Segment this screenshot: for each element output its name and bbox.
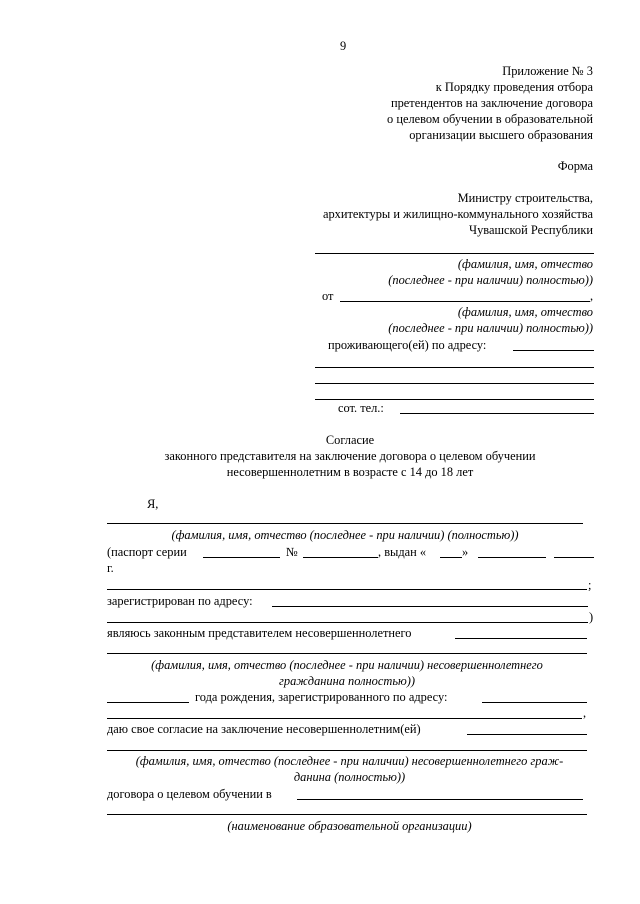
address-label: проживающего(ей) по адресу: <box>328 338 487 352</box>
contract-label: договора о целевом обучении в <box>107 787 272 801</box>
issued-by-field[interactable] <box>107 589 587 590</box>
passport-no-label: № <box>286 545 298 559</box>
addressee-line-3: Чувашской Республики <box>469 223 593 237</box>
minor-address-field-1[interactable] <box>482 702 587 703</box>
comma: , <box>583 706 587 720</box>
consent-minor-field-1[interactable] <box>467 734 587 735</box>
fio-hint: (фамилия, имя, отчество (последнее - при наличии) (полностью)) <box>171 528 519 542</box>
doc-title: Согласие <box>325 433 375 447</box>
appendix-line-2: к Порядку проведения отбора <box>435 80 593 94</box>
doc-subtitle-2: несовершеннолетним в возрасте с 14 до 18 лет <box>226 465 474 479</box>
phone-label: сот. тел.: <box>338 401 384 415</box>
addressee-line-1: Министру строительства, <box>457 191 593 205</box>
issued-label: , выдан « <box>378 545 427 559</box>
minor-name-field-1[interactable] <box>455 638 587 639</box>
form-label: Форма <box>557 159 593 173</box>
sender-name-line[interactable] <box>315 253 594 254</box>
org-hint: (наименование образовательной организации) <box>227 819 472 833</box>
birth-year-field[interactable] <box>107 702 189 703</box>
from-comma: , <box>590 289 594 303</box>
sender-hint-1b: (последнее - при наличии) полностью)) <box>388 273 593 287</box>
i-label: Я, <box>147 497 159 511</box>
sender-hint-2a: (фамилия, имя, отчество <box>457 305 593 319</box>
semicolon: ; <box>588 578 592 592</box>
minor-hint-2: гражданина полностью)) <box>279 674 415 688</box>
registered-address-field-1[interactable] <box>272 606 588 607</box>
appendix-line-5: организации высшего образования <box>409 128 593 142</box>
appendix-line-4: о целевом обучении в образовательной <box>387 112 593 126</box>
consent-label: даю свое согласие на заключение несовершеннолетним(ей) <box>107 722 421 736</box>
address-field-1[interactable] <box>513 350 594 351</box>
doc-subtitle-1: законного представителя на заключение договора о целевом обучении <box>164 449 536 463</box>
sender-hint-1a: (фамилия, имя, отчество <box>457 257 593 271</box>
issued-close-quote: » <box>462 545 469 559</box>
passport-number-field[interactable] <box>303 557 378 558</box>
address-field-3[interactable] <box>315 383 594 384</box>
minor2-hint-1: (фамилия, имя, отчество (последнее - при наличии) несовершеннолетнего граж- <box>135 754 564 768</box>
appendix-line-3: претендентов на заключение договора <box>390 96 593 110</box>
org-field-2[interactable] <box>107 814 587 815</box>
passport-label: (паспорт серии <box>107 545 187 559</box>
fio-field[interactable] <box>107 523 583 524</box>
close-paren: ) <box>589 610 594 624</box>
minor-name-field-2[interactable] <box>107 653 587 654</box>
registered-label: зарегистрирован по адресу: <box>107 594 253 608</box>
minor-address-field-2[interactable] <box>107 718 582 719</box>
from-name-line[interactable] <box>340 301 590 302</box>
issued-month-field[interactable] <box>478 557 546 558</box>
issued-day-field[interactable] <box>440 557 462 558</box>
representative-label: являюсь законным представителем несовершеннолетнего <box>107 626 412 640</box>
appendix-line-1: Приложение № 3 <box>502 64 593 78</box>
page-number: 9 <box>340 39 347 53</box>
passport-series-field[interactable] <box>203 557 280 558</box>
address-field-2[interactable] <box>315 367 594 368</box>
from-label: от <box>322 289 334 303</box>
sender-hint-2b: (последнее - при наличии) полностью)) <box>388 321 593 335</box>
addressee-line-2: архитектуры и жилищно-коммунального хозяйства <box>322 207 593 221</box>
consent-minor-field-2[interactable] <box>107 750 587 751</box>
registered-address-field-2[interactable] <box>107 622 588 623</box>
minor-hint-1: (фамилия, имя, отчество (последнее - при наличии) несовершеннолетнего <box>151 658 543 672</box>
birth-year-label: года рождения, зарегистрированного по адресу: <box>195 690 448 704</box>
minor2-hint-2: данина (полностью)) <box>293 770 406 784</box>
year-label: г. <box>107 561 114 575</box>
org-field-1[interactable] <box>297 799 583 800</box>
phone-field[interactable] <box>400 413 594 414</box>
issued-year-field[interactable] <box>554 557 594 558</box>
